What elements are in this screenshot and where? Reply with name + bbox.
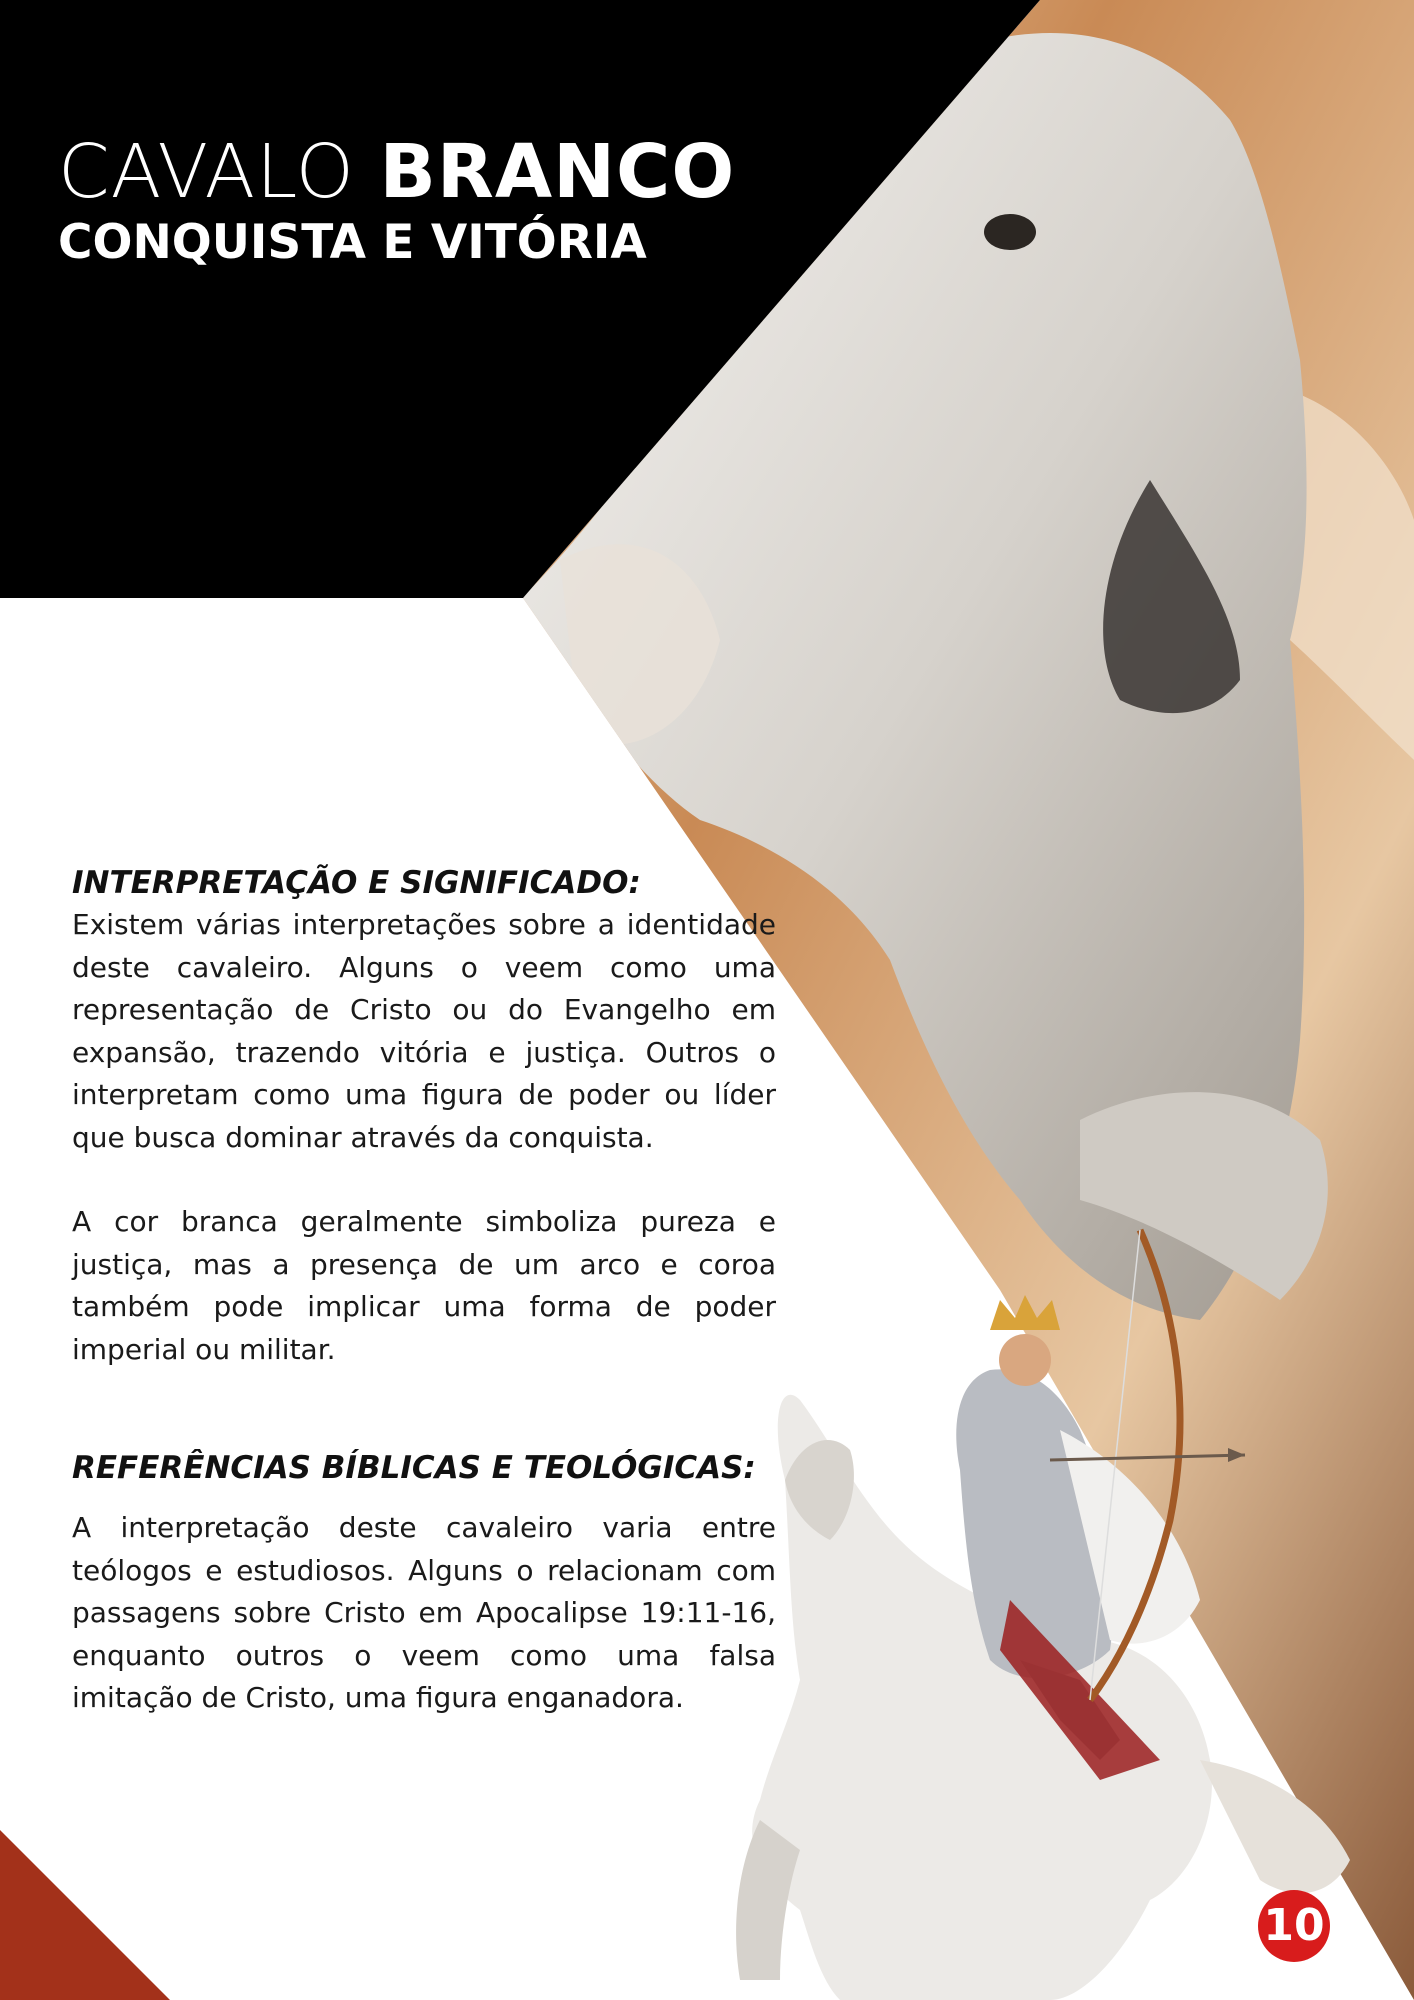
section-interpretation: [72, 862, 776, 1371]
title-light: CAVALO: [58, 129, 380, 215]
paragraph: Existem várias interpretações sobre a identidade deste cavaleiro. Alguns o veem como uma representação de Cristo ou do Evangelho em expansão, trazendo vitória e justiça. Outros o interpretam como uma figura de poder ou líder que busca dominar através da conquista.: [72, 908, 776, 1154]
paragraph: A interpretação deste cavaleiro varia entre teólogos e estudiosos. Alguns o relacionam com passagens sobre Cristo em Apocalipse 19:11-16, enquanto outros o veem como uma falsa imitação de Cristo, uma figura enganadora.: [72, 1511, 776, 1714]
title-block: [58, 130, 735, 272]
page-title: [58, 130, 735, 214]
page-number-badge: 10: [1258, 1890, 1330, 1962]
title-bold: BRANCO: [379, 129, 736, 215]
section-references: [72, 1447, 776, 1720]
page-subtitle: CONQUISTA E VITÓRIA: [58, 215, 647, 270]
paragraph: A cor branca geralmente simboliza pureza e justiça, mas a presença de um arco e coroa também pode implicar uma forma de poder imperial ou militar.: [72, 1205, 776, 1366]
corner-triangle-decoration: [0, 1830, 170, 2000]
section-heading: INTERPRETAÇÃO E SIGNIFICADO:: [72, 865, 641, 901]
section-heading: REFERÊNCIAS BÍBLICAS E TEOLÓGICAS:: [72, 1450, 756, 1486]
